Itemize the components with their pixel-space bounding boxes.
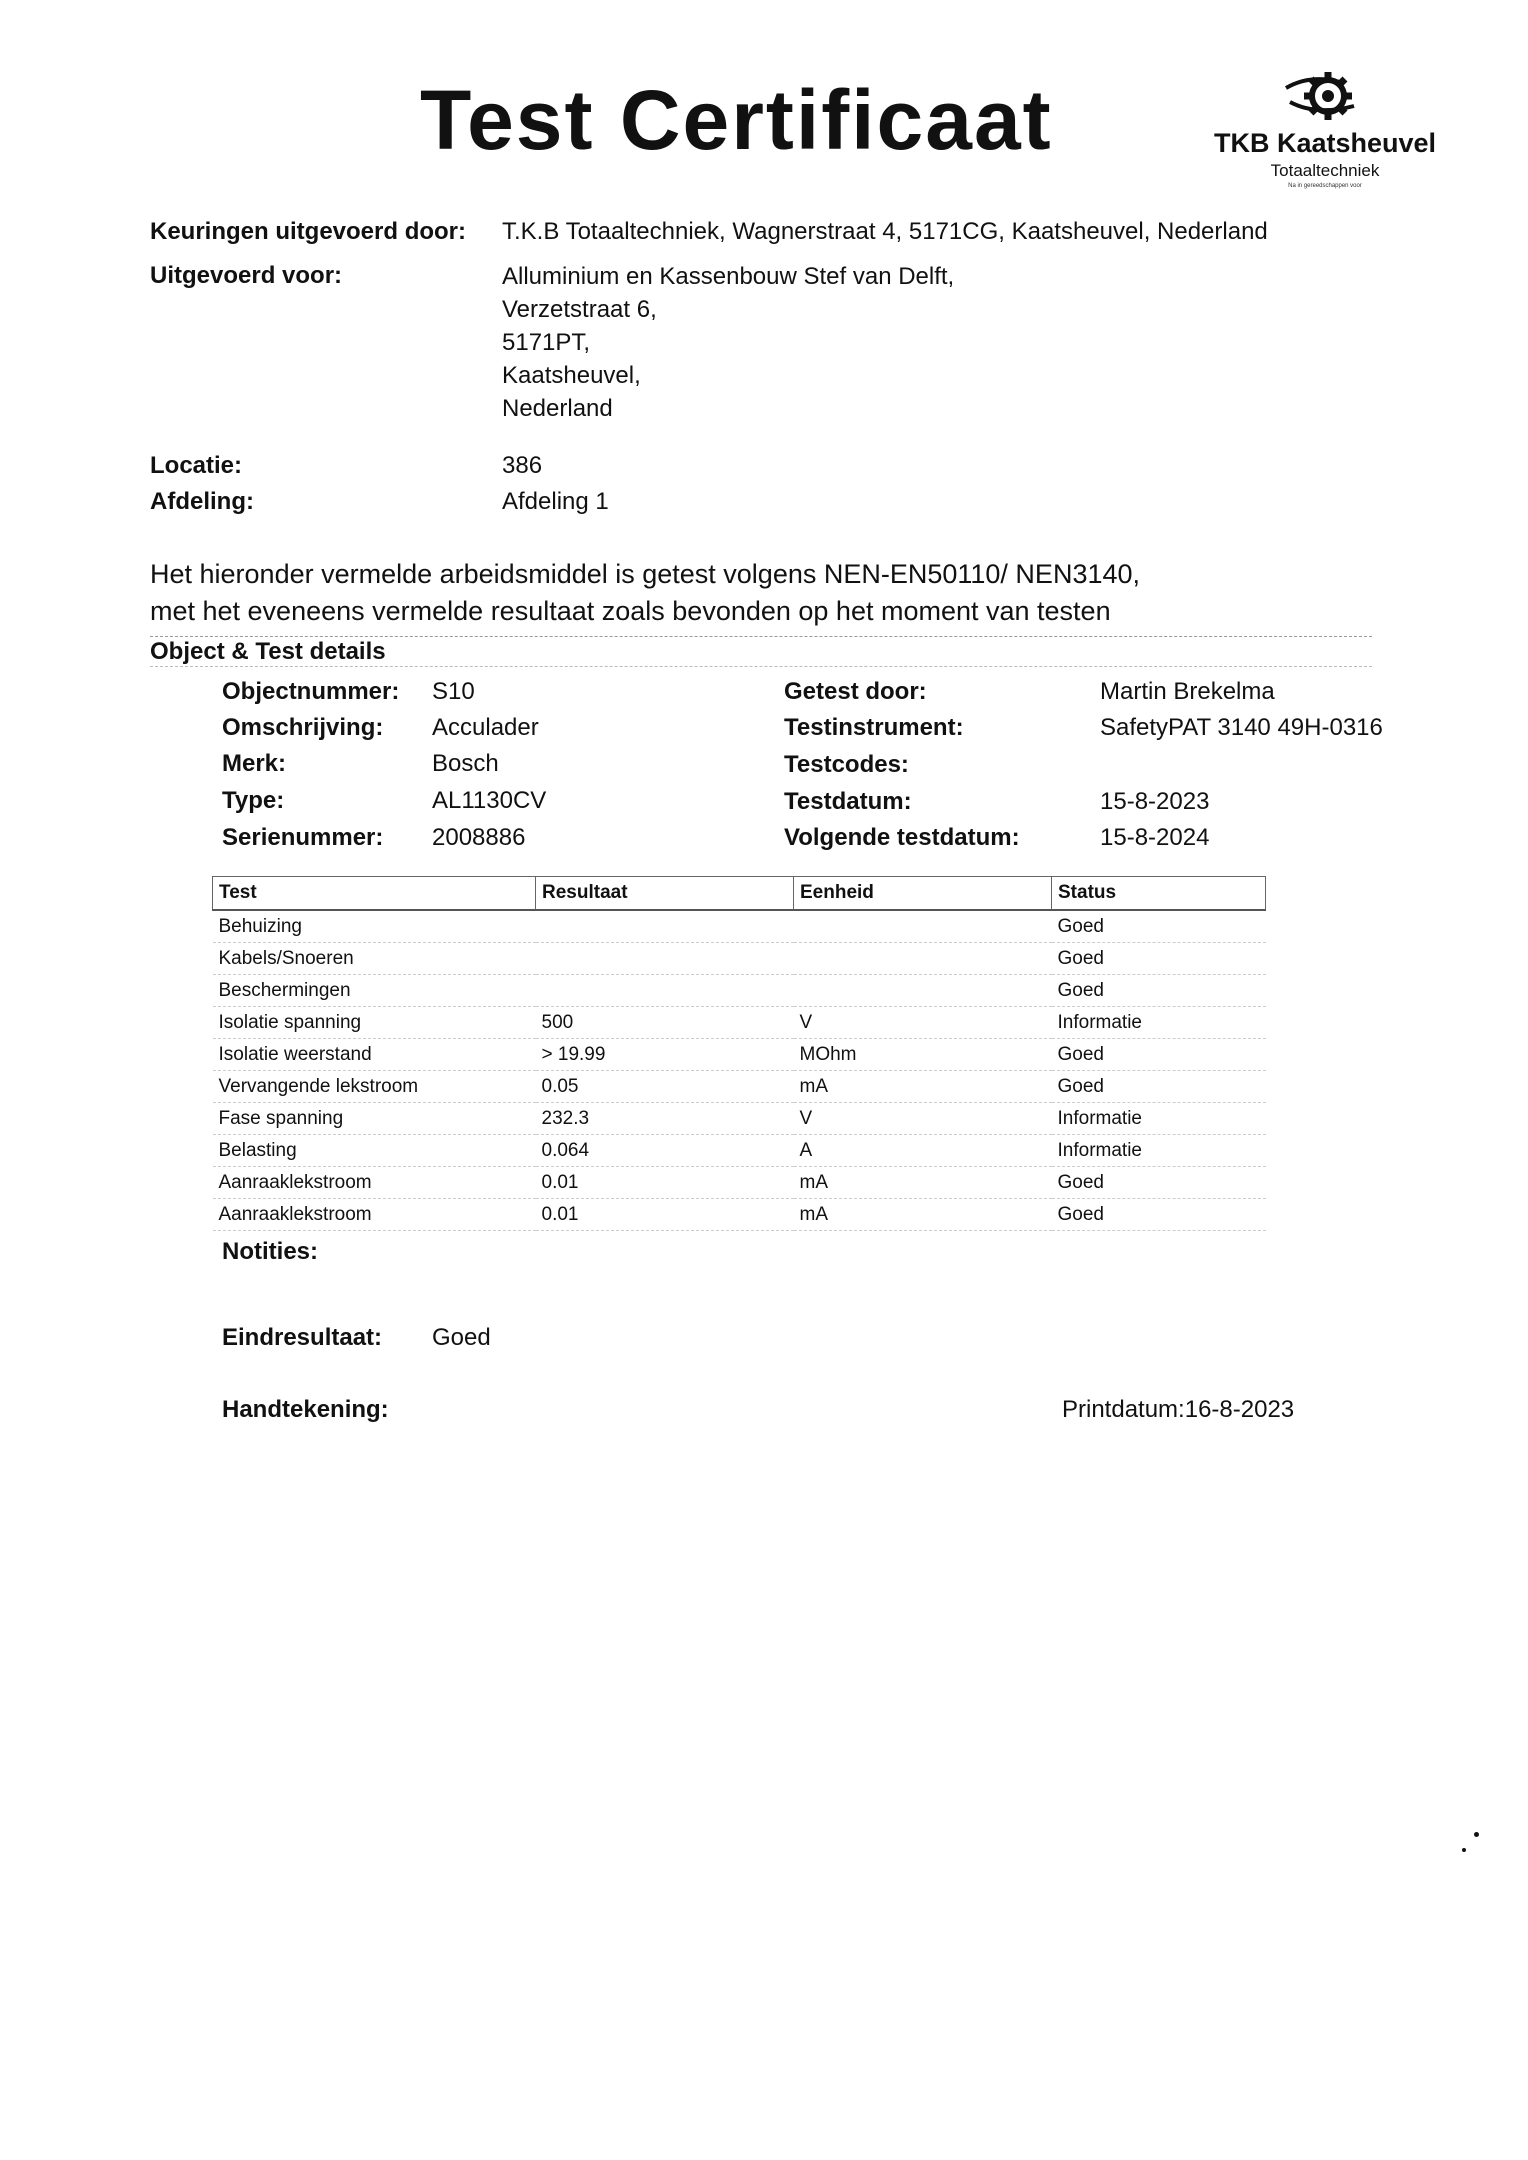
test-name: Isolatie spanning: [213, 1007, 536, 1039]
eindresultaat-value: Goed: [432, 1324, 491, 1351]
notities-label: Notities:: [222, 1238, 318, 1265]
logo-name: TKB Kaatsheuvel: [1213, 128, 1437, 158]
keuringen-label: Keuringen uitgevoerd door:: [150, 218, 467, 245]
table-header-row: [213, 877, 1266, 911]
logo-tagline: Na in gereedschappen voor: [1288, 183, 1362, 189]
column-header: Resultaat: [536, 877, 794, 911]
logo-subtitle: Totaaltechniek: [1270, 161, 1380, 180]
table-row: [213, 1007, 1266, 1039]
detail-label: Omschrijving:: [222, 714, 384, 741]
table-row: [213, 910, 1266, 943]
test-unit: [794, 975, 1052, 1007]
section-title: Object & Test details: [150, 638, 386, 665]
afdeling-value: Afdeling 1: [502, 488, 609, 515]
detail-label: Merk:: [222, 750, 287, 777]
test-status: Goed: [1052, 975, 1266, 1007]
test-result: 232.3: [536, 1103, 794, 1135]
detail-label: Objectnummer:: [222, 678, 400, 705]
detail-label: Getest door:: [784, 678, 927, 705]
test-status: Goed: [1052, 943, 1266, 975]
handtekening-label: Handtekening:: [222, 1396, 389, 1423]
detail-value: 15-8-2023: [1100, 788, 1210, 815]
column-header: Status: [1052, 877, 1266, 911]
table-row: [213, 1167, 1266, 1199]
test-name: Aanraaklekstroom: [213, 1199, 536, 1231]
test-status: Goed: [1052, 1167, 1266, 1199]
detail-label: Type:: [222, 787, 285, 814]
test-status: Informatie: [1052, 1103, 1266, 1135]
scan-speck: [1462, 1848, 1466, 1852]
detail-value: SafetyPAT 3140 49H-0316: [1100, 714, 1383, 741]
test-status: Goed: [1052, 910, 1266, 943]
table-row: [213, 1199, 1266, 1231]
test-name: Beschermingen: [213, 975, 536, 1007]
table-row: [213, 1103, 1266, 1135]
detail-label: Testcodes:: [784, 751, 909, 778]
test-unit: A: [794, 1135, 1052, 1167]
uitgevoerd-label: Uitgevoerd voor:: [150, 262, 343, 289]
locatie-label: Locatie:: [150, 452, 243, 479]
client-address: [502, 260, 954, 425]
gear-logo-icon: [1280, 68, 1370, 124]
company-logo: [1210, 68, 1440, 208]
divider: [150, 666, 1372, 667]
table-row: [213, 943, 1266, 975]
test-status: Informatie: [1052, 1135, 1266, 1167]
test-unit: [794, 943, 1052, 975]
keuringen-value: T.K.B Totaaltechniek, Wagnerstraat 4, 5171CG, Kaatsheuvel, Nederland: [502, 218, 1268, 245]
address-line: 5171PT,: [502, 329, 591, 356]
test-result: [536, 943, 794, 975]
test-name: Behuizing: [213, 910, 536, 943]
test-name: Kabels/Snoeren: [213, 943, 536, 975]
printdatum: Printdatum:16-8-2023: [1062, 1396, 1295, 1423]
intro-line: Het hieronder vermelde arbeidsmiddel is getest volgens NEN-EN50110/ NEN3140,: [150, 559, 1141, 589]
table-row: [213, 1039, 1266, 1071]
test-result: [536, 910, 794, 943]
test-unit: mA: [794, 1199, 1052, 1231]
test-status: Informatie: [1052, 1007, 1266, 1039]
test-status: Goed: [1052, 1039, 1266, 1071]
address-line: Alluminium en Kassenbouw Stef van Delft,: [502, 263, 955, 290]
detail-value: S10: [432, 678, 475, 705]
test-unit: mA: [794, 1071, 1052, 1103]
detail-value: 2008886: [432, 824, 526, 851]
test-status: Goed: [1052, 1199, 1266, 1231]
intro-line: met het eveneens vermelde resultaat zoals bevonden op het moment van testen: [150, 596, 1111, 626]
test-result: 0.064: [536, 1135, 794, 1167]
scan-speck: [1474, 1832, 1479, 1837]
test-result: 0.01: [536, 1199, 794, 1231]
test-result: 0.01: [536, 1167, 794, 1199]
detail-value: Martin Brekelma: [1100, 678, 1275, 705]
address-line: Kaatsheuvel,: [502, 362, 641, 389]
test-result: 0.05: [536, 1071, 794, 1103]
detail-value: Bosch: [432, 750, 499, 777]
test-name: Belasting: [213, 1135, 536, 1167]
table-row: [213, 1071, 1266, 1103]
test-status: Goed: [1052, 1071, 1266, 1103]
test-unit: mA: [794, 1167, 1052, 1199]
detail-value: Acculader: [432, 714, 539, 741]
detail-value: AL1130CV: [432, 787, 547, 814]
test-name: Fase spanning: [213, 1103, 536, 1135]
detail-label: Testdatum:: [784, 788, 912, 815]
locatie-value: 386: [502, 452, 543, 479]
test-unit: [794, 910, 1052, 943]
column-header: Eenheid: [794, 877, 1052, 911]
divider: [150, 636, 1372, 637]
test-result: 500: [536, 1007, 794, 1039]
page-title: Test Certificaat: [420, 73, 1053, 167]
table-row: [213, 975, 1266, 1007]
test-result: > 19.99: [536, 1039, 794, 1071]
detail-label: Testinstrument:: [784, 714, 964, 741]
detail-value: 15-8-2024: [1100, 824, 1210, 851]
test-unit: V: [794, 1103, 1052, 1135]
afdeling-label: Afdeling:: [150, 488, 254, 515]
detail-label: Serienummer:: [222, 824, 384, 851]
test-name: Vervangende lekstroom: [213, 1071, 536, 1103]
column-header: Test: [213, 877, 536, 911]
test-results-table: [212, 876, 1266, 1231]
table-row: [213, 1135, 1266, 1167]
eindresultaat-label: Eindresultaat:: [222, 1324, 383, 1351]
test-name: Aanraaklekstroom: [213, 1167, 536, 1199]
address-line: Nederland: [502, 395, 613, 422]
test-name: Isolatie weerstand: [213, 1039, 536, 1071]
detail-label: Volgende testdatum:: [784, 824, 1020, 851]
intro-text: [150, 556, 1390, 630]
test-unit: V: [794, 1007, 1052, 1039]
test-result: [536, 975, 794, 1007]
test-unit: MOhm: [794, 1039, 1052, 1071]
address-line: Verzetstraat 6,: [502, 296, 657, 323]
